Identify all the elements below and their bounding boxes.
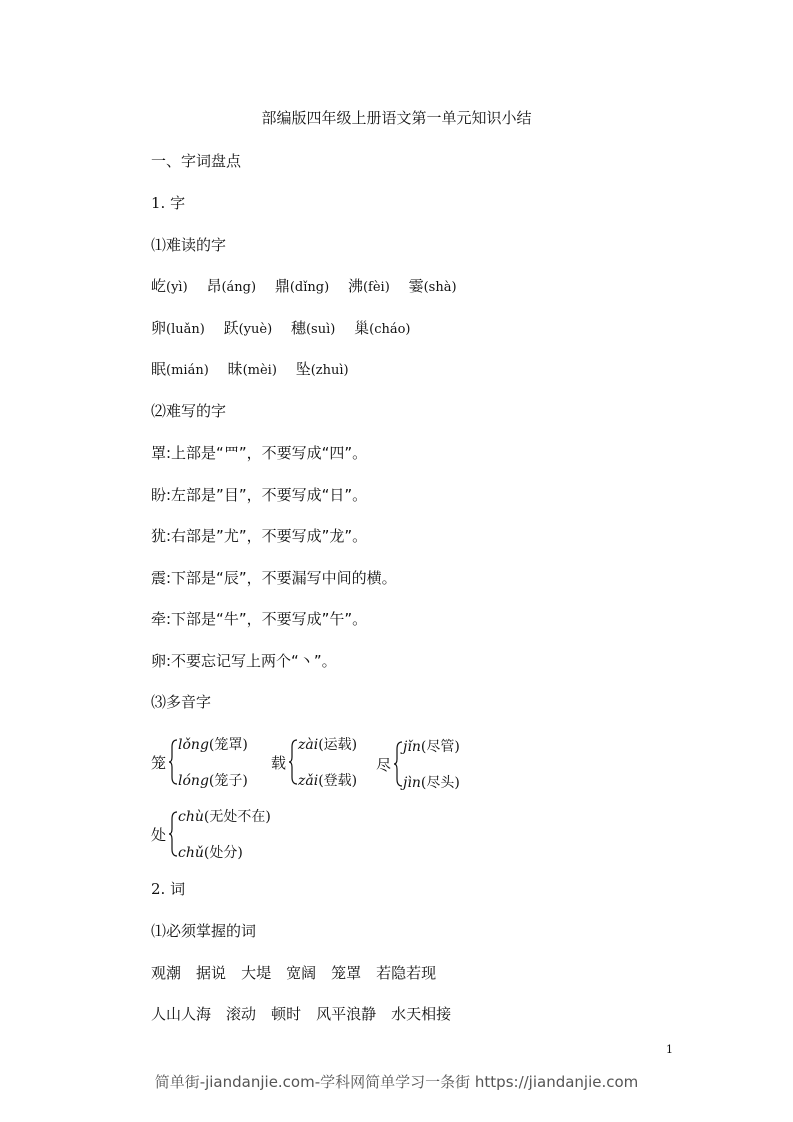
footer-watermark: 简单街-jiandanjie.com-学科网简单学习一条街 https://jiandanjie.com (154, 1073, 639, 1091)
brace-icon (393, 741, 403, 787)
word-item: 风平浪静 (316, 1005, 377, 1023)
hard-read-heading: ⑴难读的字 (151, 236, 227, 254)
char-item: 卵(luǎn) (151, 319, 205, 337)
word-item: 滚动 (226, 1005, 257, 1023)
polyphone-char: 笼 (151, 753, 167, 772)
polyphone-heading: ⑶多音字 (151, 693, 212, 711)
polyphone-group (271, 734, 357, 790)
hard-write-line: 卵:不要忘记写上两个“丶”。 (151, 652, 337, 670)
hard-write-line: 牵:下部是“牛”，不要写成”午”。 (151, 610, 368, 628)
polyphone-char: 载 (271, 753, 287, 772)
char-item: 昂(áng) (206, 277, 257, 295)
word-row (151, 1003, 451, 1024)
polyphone-reading: jǐn(尽管) (403, 739, 460, 755)
word-item: 据说 (196, 964, 227, 982)
char-item: 霎(shà) (408, 277, 457, 295)
word-item: 笼罩 (331, 964, 362, 982)
polyphone-group (151, 806, 271, 862)
char-item: 跃(yuè) (223, 319, 273, 337)
polyphone-group (376, 736, 460, 792)
hard-read-row (151, 275, 471, 296)
char-item: 眠(mián) (151, 360, 209, 378)
char-item: 鼎(dǐng) (274, 277, 330, 295)
polyphone-reading: lǒng(笼罩) (178, 737, 248, 753)
word-item: 顿时 (271, 1005, 302, 1023)
polyphone-reading: lóng(笼子) (178, 773, 248, 789)
polyphone-char: 尽 (376, 755, 392, 774)
page-number: 1 (666, 1043, 673, 1056)
word-row (151, 962, 436, 983)
polyphone-reading: zǎi(登载) (298, 773, 358, 789)
brace-icon (168, 739, 178, 785)
hard-read-row (151, 317, 425, 338)
polyphone-reading: zài(运载) (298, 737, 358, 753)
word-item: 观潮 (151, 964, 182, 982)
char-item: 坠(zhuì) (295, 360, 349, 378)
word-item: 若隐若现 (376, 964, 437, 982)
hard-write-line: 震:下部是“辰”，不要漏写中间的横。 (151, 569, 397, 587)
char-item: 沸(fèi) (347, 277, 390, 295)
hard-write-line: 盼:左部是”目”，不要写成“日”。 (151, 486, 368, 504)
subsection-zi: 1. 字 (151, 194, 186, 212)
char-item: 巢(cháo) (354, 319, 411, 337)
section-heading: 一、字词盘点 (151, 152, 242, 170)
brace-icon (288, 739, 298, 785)
hard-write-line: 罩:上部是“罒”，不要写成“四”。 (151, 444, 368, 462)
polyphone-reading: chù(无处不在) (178, 809, 271, 825)
must-master-heading: ⑴必须掌握的词 (151, 922, 257, 940)
polyphone-char: 处 (151, 825, 167, 844)
word-item: 人山人海 (151, 1005, 212, 1023)
word-item: 宽阔 (286, 964, 317, 982)
polyphone-reading: jìn(尽头) (403, 775, 460, 791)
polyphone-group (151, 734, 248, 790)
hard-write-heading: ⑵难写的字 (151, 402, 227, 420)
word-item: 大堤 (241, 964, 272, 982)
char-item: 穗(suì) (290, 319, 336, 337)
brace-icon (168, 811, 178, 857)
hard-read-row (151, 358, 363, 379)
word-item: 水天相接 (391, 1005, 452, 1023)
polyphone-reading: chǔ(处分) (178, 845, 243, 861)
hard-write-line: 犹:右部是”尤”，不要写成”龙”。 (151, 527, 368, 545)
char-item: 昧(mèi) (227, 360, 277, 378)
char-item: 屹(yì) (151, 277, 188, 295)
subsection-ci: 2. 词 (151, 880, 186, 898)
page-title: 部编版四年级上册语文第一单元知识小结 (261, 109, 532, 127)
